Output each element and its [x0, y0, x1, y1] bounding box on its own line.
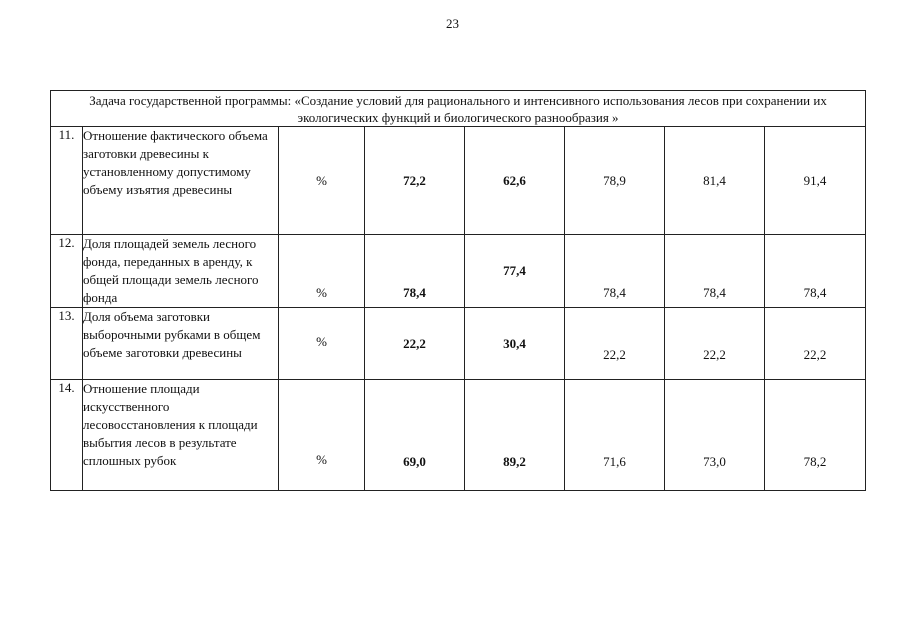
value-cell: 78,4 — [565, 235, 665, 308]
unit-cell: % — [279, 127, 365, 235]
value-cell: 78,4 — [765, 235, 866, 308]
table-row — [51, 127, 866, 235]
value-cell: 89,2 — [465, 380, 565, 491]
row-number: 13. — [51, 308, 83, 380]
indicator-name: Доля объема заготовки выборочными рубками в общем объеме заготовки древесины — [83, 308, 279, 380]
table-row — [51, 235, 866, 308]
value-cell: 30,4 — [465, 308, 565, 380]
value-cell: 72,2 — [365, 127, 465, 235]
value-cell: 69,0 — [365, 380, 465, 491]
value-cell: 78,4 — [665, 235, 765, 308]
row-number: 11. — [51, 127, 83, 235]
unit-cell: % — [279, 235, 365, 308]
value-cell: 62,6 — [465, 127, 565, 235]
value-cell: 22,2 — [565, 308, 665, 380]
value-cell: 22,2 — [365, 308, 465, 380]
value-cell: 78,4 — [365, 235, 465, 308]
indicator-name: Доля площадей земель лесного фонда, переданных в аренду, к общей площади земель лесного фонда — [83, 235, 279, 308]
table-row — [51, 308, 866, 380]
task-header: Задача государственной программы: «Создание условий для рационального и интенсивного использования лесов при сохранении их экологических функций и биологического разнообразия » — [51, 91, 866, 127]
value-cell: 78,2 — [765, 380, 866, 491]
value-cell: 22,2 — [765, 308, 866, 380]
value-cell: 78,9 — [565, 127, 665, 235]
indicators-table — [50, 90, 866, 491]
value-cell: 81,4 — [665, 127, 765, 235]
unit-cell: % — [279, 308, 365, 380]
unit-cell: % — [279, 380, 365, 491]
value-cell: 22,2 — [665, 308, 765, 380]
row-number: 12. — [51, 235, 83, 308]
value-cell: 91,4 — [765, 127, 866, 235]
value-cell: 71,6 — [565, 380, 665, 491]
indicator-name: Отношение площади искусственного лесовосстановления к площади выбытия лесов в результате сплошных рубок — [83, 380, 279, 491]
page-number: 23 — [446, 16, 459, 31]
row-number: 14. — [51, 380, 83, 491]
value-cell: 77,4 — [465, 235, 565, 308]
table-row — [51, 380, 866, 491]
indicator-name: Отношение фактического объема заготовки древесины к установленному допустимому объему изъятия древесины — [83, 127, 279, 235]
value-cell: 73,0 — [665, 380, 765, 491]
